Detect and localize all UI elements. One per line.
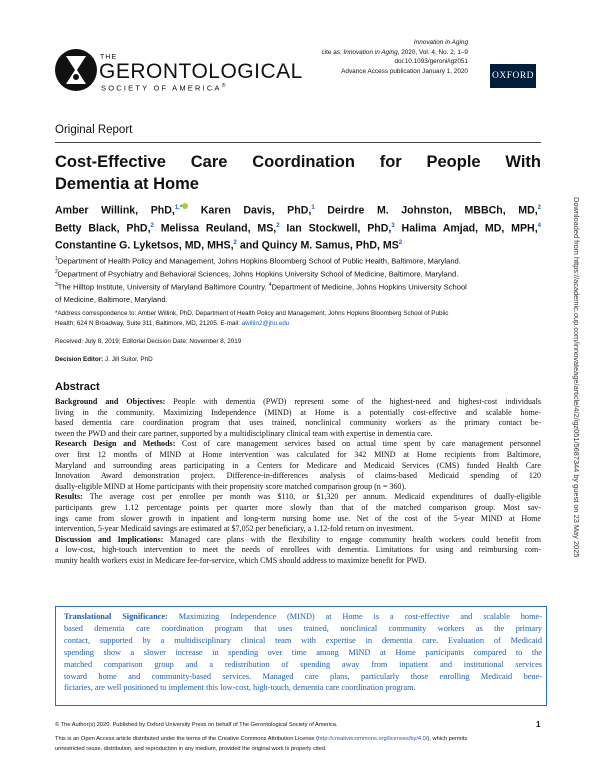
- authors-line-1: Amber Willink, PhD,$^{1,*}$ Karen Davis, PhD,$^1$ Deirdre M. Johnston, MBBCh, MD,$^2$: [55, 204, 542, 217]
- abstract-heading: Abstract: [55, 381, 100, 393]
- license-link[interactable]: http://creativecommons.org/licenses/by/4.0/: [318, 736, 428, 742]
- download-note: Downloaded from https://academic.oup.com/innovateage/article/4/2/igz051/5687344 by guest on 23 May 2025: [572, 197, 581, 558]
- orcid-icon[interactable]: [182, 203, 188, 209]
- footer-copyright: © The Author(s) 2020. Published by Oxford University Press on behalf of The Gerontological Society of America.: [55, 722, 338, 728]
- authors: [55, 201, 541, 254]
- article-type: Original Report: [55, 124, 133, 136]
- advance-access: Advance Access publication January 1, 2020: [341, 67, 468, 75]
- doi[interactable]: doi:10.1093/geroni/igz051: [394, 58, 468, 65]
- correspondence: *Address correspondence to: Amber Willink, PhD, Department of Health Policy and Management, Johns Hopkins Bloomberg School of Public Health; 624 N Broadway, Suite 311, Baltimore, MD, 21205. E-mail: awillin2@jhu.edu: [55, 310, 449, 327]
- page-number: 1: [536, 720, 541, 729]
- society-sub: SOCIETY OF AMERICA®: [101, 83, 226, 93]
- translational-significance-box: Translational Significance: Maximizing Independence (MIND) at Home is a cost-effective and scalable home- based dementia care coordination program that uses trained, nonclinical community workers as the primary contact, supported by a multidisciplinary clinical team with expertise in dementia care. Evaluation of Medicaid spending show a slower increase in spending over time among MIND at Home participants compared to the matched comparison group and a redistribution of spending away from inpatient and institutional services toward home and community-based services. Managed care plans, particularly those enrolling Medicaid bene- ficiaries, are well positioned to implement this low-cost, high-touch, dementia care coordination program.: [55, 606, 547, 706]
- journal-info: [188, 38, 468, 76]
- abstract-background: Background and Objectives: People with dementia (PWD) represent some of the highest-need and highest-cost individuals: [55, 397, 541, 406]
- society-logo-icon: [54, 46, 98, 94]
- society-the: THE: [100, 54, 117, 61]
- abstract-discussion: Discussion and Implications: Managed care plans with the flexibility to engage community health workers could benefit from: [55, 534, 541, 544]
- oxford-logo: OXFORD: [490, 64, 536, 88]
- abstract-methods: Research Design and Methods: Cost of care management services based on actual time spent by care management personnel: [55, 439, 541, 449]
- email-link[interactable]: awillin2@jhu.edu: [241, 319, 290, 327]
- abstract-results: Results: The average cost per enrollee per month was $110, or $1,320 per annum. Medicaid expenditures of dually-eligible: [55, 492, 541, 502]
- society-name: GERONTOLOGICAL: [99, 60, 303, 83]
- abstract-body: Background and Objectives: People with dementia (PWD) represent some of the highest-need and highest-cost individuals living in the community. Maximizing Independence (MIND) at Home is a potentially cost-effective and scalable home- based dementia care coordination program that uses trained, nonclinical community workers as the primary contact be- tween the PWD and their care partner, supported by a multidisciplinary clinical team with expertise in dementia care. Research Design and Methods: Cost of care management services based on actual time spent by care management personnel over first 12 months of MIND at Home intervention was calculated for 342 MIND at Home recipients from Baltimore, Maryland and surrounding areas participating in a Centers for Medicare and Medicaid Services (CMS) funded Health Care Innovation Award demonstration project. Difference-in-differences analysis of claims-based Medicaid spending of 120 dually-eligible MIND at Home participants with their propensity score matched comparison group (n = 360). Results: The average cost per enrollee per month was $110, or $1,320 per annum. Medicaid expenditures of dually-eligible participants grew 1.12 percentage points per quarter more slowly than that of the matched comparison group. Most sav- ings came from slower growth in inpatient and long-term nursing home use. Net of the cost of the 5-year MIND at Home intervention, 5-year Medicaid savings are estimated at $7,052 per beneficiary, a 1.12-fold return on investment. Discussion and Implications: Managed care plans with the flexibility to engage community health workers could benefit from a low-cost, high-touch intervention to meet the needs of enrollees with dementia. Limitations for using and reimbursing com- munity health workers exist in Medicare fee-for-service, which CMS should address to maximize benefit for PWD.: [55, 397, 541, 565]
- decision-editor: Decision Editor: J. Jill Suitor, PhD: [55, 356, 153, 363]
- affiliations: $^1$Department of Health Policy and Management, Johns Hopkins Bloomberg School of Public Health, Baltimore, Maryland. $^2$Department of Psychiatry and Behavioral Sciences, Johns Hopkins University School of Medicine, Baltimore, Maryland. $^3$The Hilltop Institute, University of Maryland Baltimore Country. $^4$Department of Medicine, Johns Hopkins University School of Medicine, Baltimore, Maryland.: [55, 256, 467, 304]
- divider: [55, 142, 541, 143]
- received-dates: Received: July 8, 2019; Editorial Decision Date: November 8, 2019: [55, 338, 242, 345]
- journal-name: Innovation in Aging: [413, 39, 468, 46]
- authors-line-3: Constantine G. Lyketsos, MD, MHS,$^2$ and Quincy M. Samus, PhD, $MS^2$: [55, 239, 403, 252]
- citation: cite as: Innovation in Aging, 2020, Vol. 4, No. 2, 1–9: [321, 48, 468, 56]
- title-line-1: Cost-Effective Care Coordination for People With: [55, 153, 541, 171]
- footer-license: This is an Open Access article distributed under the terms of the Creative Commons Attribution License (http://creativecommons.org/licenses/by/4.0/), which permits unrestricted reuse, distribution, and reproduction in any medium, provided the original work is properly cited.: [55, 736, 468, 752]
- title-line-2: Dementia at Home: [55, 175, 199, 193]
- article-title: [55, 151, 541, 195]
- authors-line-2: Betty Black, PhD,$^2$ Melissa Reuland, MS,$^2$ Ian Stockwell, PhD,$^3$ Halima Amjad, MD, MPH,$^4$: [55, 222, 541, 235]
